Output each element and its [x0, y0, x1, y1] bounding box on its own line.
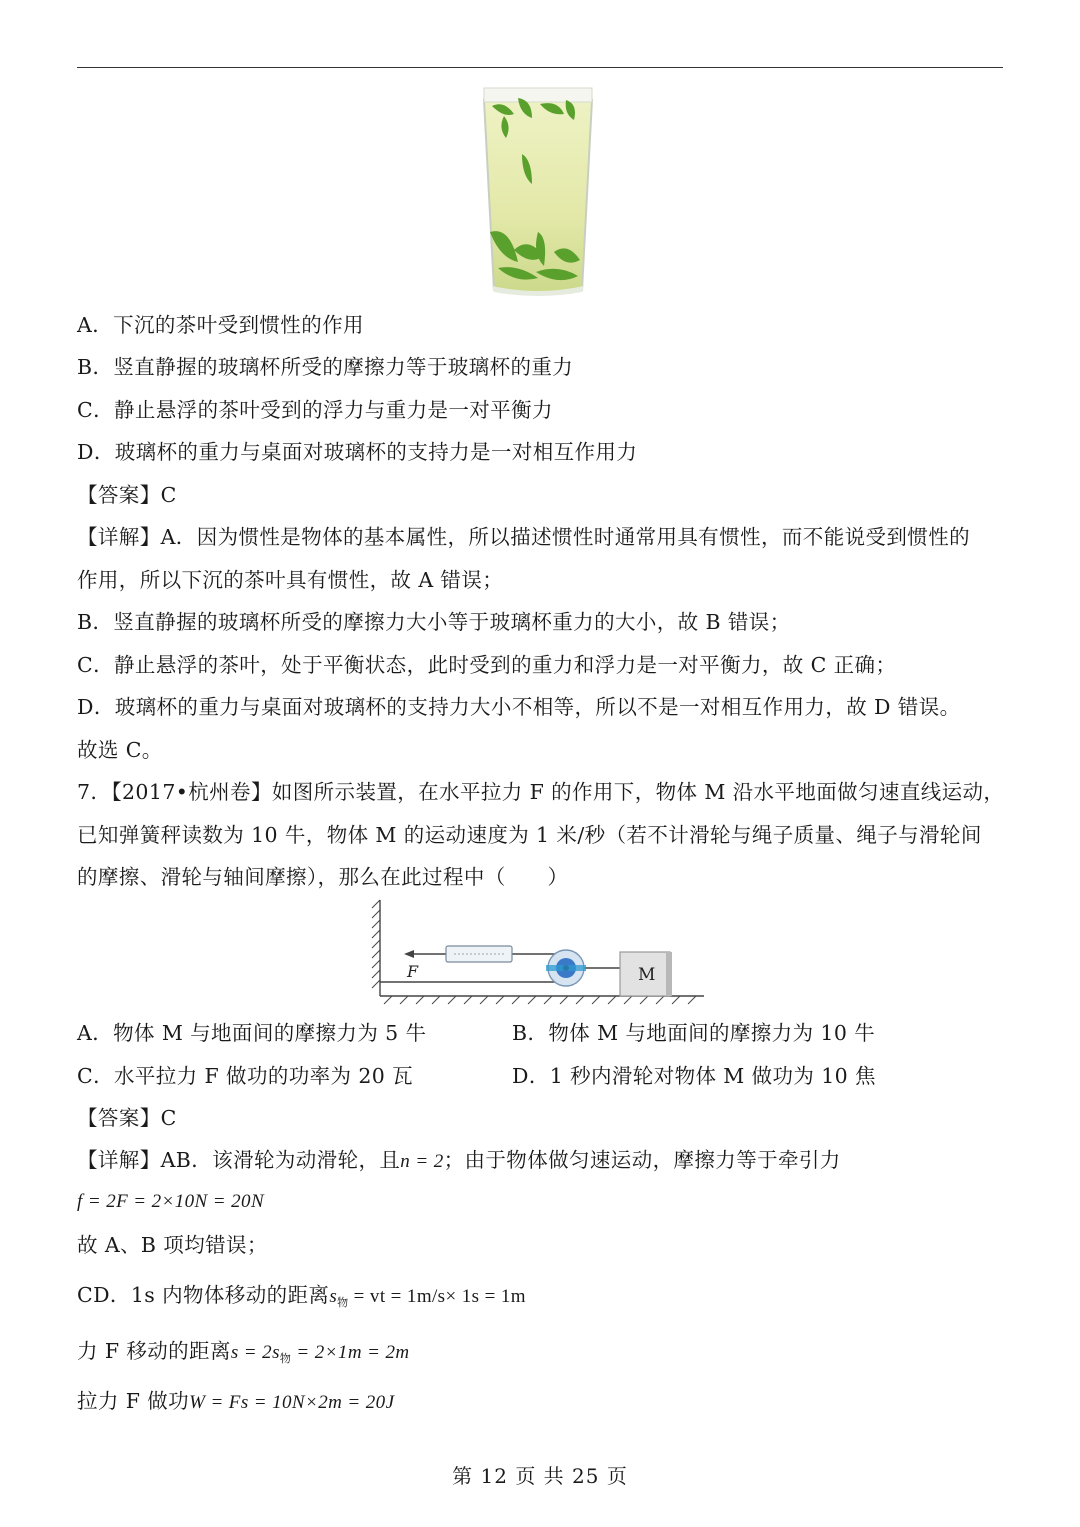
q7-ab-wrong: 故 A、B 项均错误； [77, 1233, 268, 1257]
q6-detail-line: 【详解】A．因为惯性是物体的基本属性，所以描述惯性时通常用具有惯性，而不能说受到惯性的 [77, 525, 971, 549]
q6-option-a: A．下沉的茶叶受到惯性的作用 [77, 313, 364, 337]
q7-option-b: B．物体 M 与地面间的摩擦力为 10 牛 [512, 1021, 876, 1045]
q6-option-b: B．竖直静握的玻璃杯所受的摩擦力等于玻璃杯的重力 [77, 355, 574, 379]
q6-detail-line: C．静止悬浮的茶叶，处于平衡状态，此时受到的重力和浮力是一对平衡力，故 C 正确； [77, 653, 897, 677]
pulley-diagram [370, 898, 710, 1010]
q7-work [77, 1387, 394, 1417]
block-label: M [638, 965, 656, 985]
tea-glass-image [478, 82, 598, 300]
q7-detail-ab-tail: ；由于物体做匀速运动，摩擦力等于牵引力 [443, 1148, 841, 1172]
q6-option-c: C．静止悬浮的茶叶受到的浮力与重力是一对平衡力 [77, 398, 553, 422]
header-rule [77, 67, 1003, 68]
q7-distance-formula: = vt = 1m/s× 1s = 1m [348, 1286, 526, 1307]
q7-stem-line: 已知弹簧秤读数为 10 牛，物体 M 的运动速度为 1 米/秒（若不计滑轮与绳子质量、绳子与滑轮间 [77, 823, 982, 847]
q6-detail-line: 故选 C。 [77, 738, 163, 762]
q7-option-c: C．水平拉力 F 做功的功率为 20 瓦 [77, 1064, 414, 1088]
q6-detail-line: B．竖直静握的玻璃杯所受的摩擦力大小等于玻璃杯重力的大小，故 B 错误； [77, 610, 791, 634]
q6-detail-line: D．玻璃杯的重力与桌面对玻璃杯的支持力大小不相等，所以不是一对相互作用力，故 D 错误。 [77, 695, 961, 719]
q6-detail-line: 作用，所以下沉的茶叶具有惯性，故 A 错误； [77, 568, 504, 592]
q6-answer: 【答案】C [77, 483, 177, 507]
q7-answer: 【答案】C [77, 1106, 177, 1130]
q7-stem-line: 7．【2017•杭州卷】如图所示装置，在水平拉力 F 的作用下，物体 M 沿水平地面做匀速直线运动， [77, 780, 1005, 804]
q7-detail-ab [77, 1146, 841, 1176]
q7-friction-formula: f = 2F = 2×10N = 20N [77, 1191, 265, 1212]
q7-option-d: D．1 秒内滑轮对物体 M 做功为 10 焦 [512, 1064, 876, 1088]
q7-detail-cd [77, 1281, 526, 1317]
q7-force-text: 力 F 移动的距离 [77, 1339, 231, 1363]
q7-force-subscript: 物 [279, 1352, 292, 1365]
q7-option-a: A．物体 M 与地面间的摩擦力为 5 牛 [77, 1021, 427, 1045]
q6-option-d: D．玻璃杯的重力与桌面对玻璃杯的支持力是一对相互作用力 [77, 440, 638, 464]
force-label: F [407, 962, 419, 981]
q7-force-formula-b: = 2×1m = 2m [291, 1342, 410, 1363]
q7-s-symbol: s [329, 1286, 338, 1307]
q7-stem-line: 的摩擦、滑轮与轴间摩擦），那么在此过程中（ ） [77, 865, 569, 889]
q7-force-distance [77, 1337, 410, 1373]
q7-cd-text: CD．1s 内物体移动的距离 [77, 1283, 330, 1307]
q7-s-subscript: 物 [337, 1296, 349, 1309]
q7-n-formula: n = 2 [400, 1151, 444, 1172]
q7-work-text: 拉力 F 做功 [77, 1389, 190, 1413]
page-footer: 第 12 页 共 25 页 [452, 1464, 628, 1488]
q7-work-formula: W = Fs = 10N×2m = 20J [189, 1392, 395, 1413]
q7-detail-ab-text: 【详解】AB．该滑轮为动滑轮，且 [77, 1148, 401, 1172]
q7-force-formula-a: s = 2s [230, 1342, 280, 1363]
